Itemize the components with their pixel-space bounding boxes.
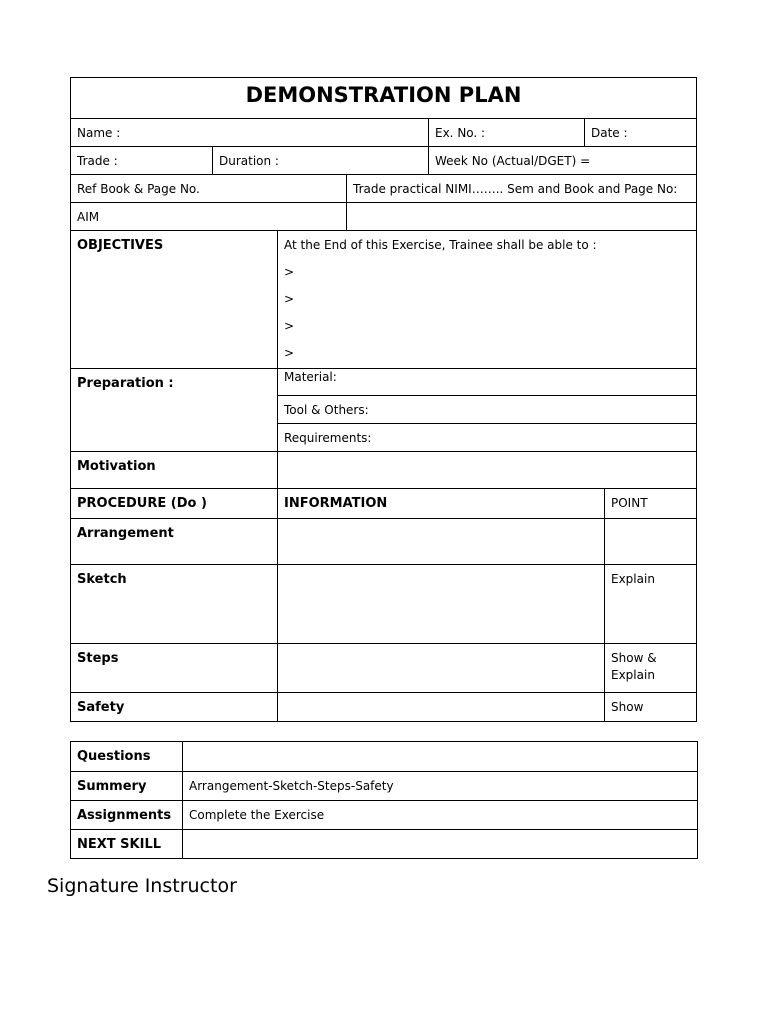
trade-field[interactable]: Trade :: [70, 146, 213, 175]
objective-bullet: >: [284, 265, 295, 279]
point-arrangement: [604, 518, 697, 565]
motivation-value[interactable]: [277, 451, 697, 489]
information-arrangement[interactable]: [277, 518, 605, 565]
objective-bullet: >: [284, 319, 295, 333]
objectives-content[interactable]: [277, 230, 697, 369]
point-header: POINT: [604, 488, 697, 519]
preparation-label: Preparation :: [70, 368, 278, 452]
requirements-field[interactable]: Requirements:: [277, 423, 697, 452]
information-sketch[interactable]: [277, 564, 605, 644]
objective-bullet: >: [284, 346, 295, 360]
duration-field[interactable]: Duration :: [212, 146, 429, 175]
ex-no-field[interactable]: Ex. No. :: [428, 118, 585, 147]
material-field[interactable]: Material:: [277, 368, 697, 396]
procedure-header: PROCEDURE (Do ): [70, 488, 278, 519]
date-field[interactable]: Date :: [584, 118, 697, 147]
summery-value[interactable]: Arrangement-Sketch-Steps-Safety: [182, 771, 698, 801]
summery-label: Summery: [70, 771, 183, 801]
assignments-label: Assignments: [70, 800, 183, 830]
signature-label: Signature Instructor: [47, 875, 237, 897]
questions-label: Questions: [70, 741, 183, 772]
point-safety: Show: [604, 692, 697, 722]
objectives-label: OBJECTIVES: [70, 230, 278, 369]
objective-bullet: >: [284, 292, 295, 306]
assignments-value[interactable]: Complete the Exercise: [182, 800, 698, 830]
questions-value[interactable]: [182, 741, 698, 772]
name-field[interactable]: Name :: [70, 118, 429, 147]
procedure-step-safety: Safety: [70, 692, 278, 722]
objectives-intro: At the End of this Exercise, Trainee shall be able to :: [284, 238, 597, 252]
information-header: INFORMATION: [277, 488, 605, 519]
point-sketch: Explain: [604, 564, 697, 644]
point-steps: Show & Explain: [604, 643, 697, 693]
trade-practical-field[interactable]: Trade practical NIMI…….. Sem and Book and Page No:: [346, 174, 697, 203]
page-title: DEMONSTRATION PLAN: [70, 77, 697, 119]
next-skill-value[interactable]: [182, 829, 698, 859]
information-safety[interactable]: [277, 692, 605, 722]
week-no-field[interactable]: Week No (Actual/DGET) =: [428, 146, 697, 175]
motivation-label: Motivation: [70, 451, 278, 489]
information-steps[interactable]: [277, 643, 605, 693]
procedure-step-arrangement: Arrangement: [70, 518, 278, 565]
next-skill-label: NEXT SKILL: [70, 829, 183, 859]
ref-book-field[interactable]: Ref Book & Page No.: [70, 174, 347, 203]
tools-field[interactable]: Tool & Others:: [277, 395, 697, 424]
aim-label: AIM: [70, 202, 347, 231]
aim-value[interactable]: [346, 202, 697, 231]
procedure-step-steps: Steps: [70, 643, 278, 693]
procedure-step-sketch: Sketch: [70, 564, 278, 644]
